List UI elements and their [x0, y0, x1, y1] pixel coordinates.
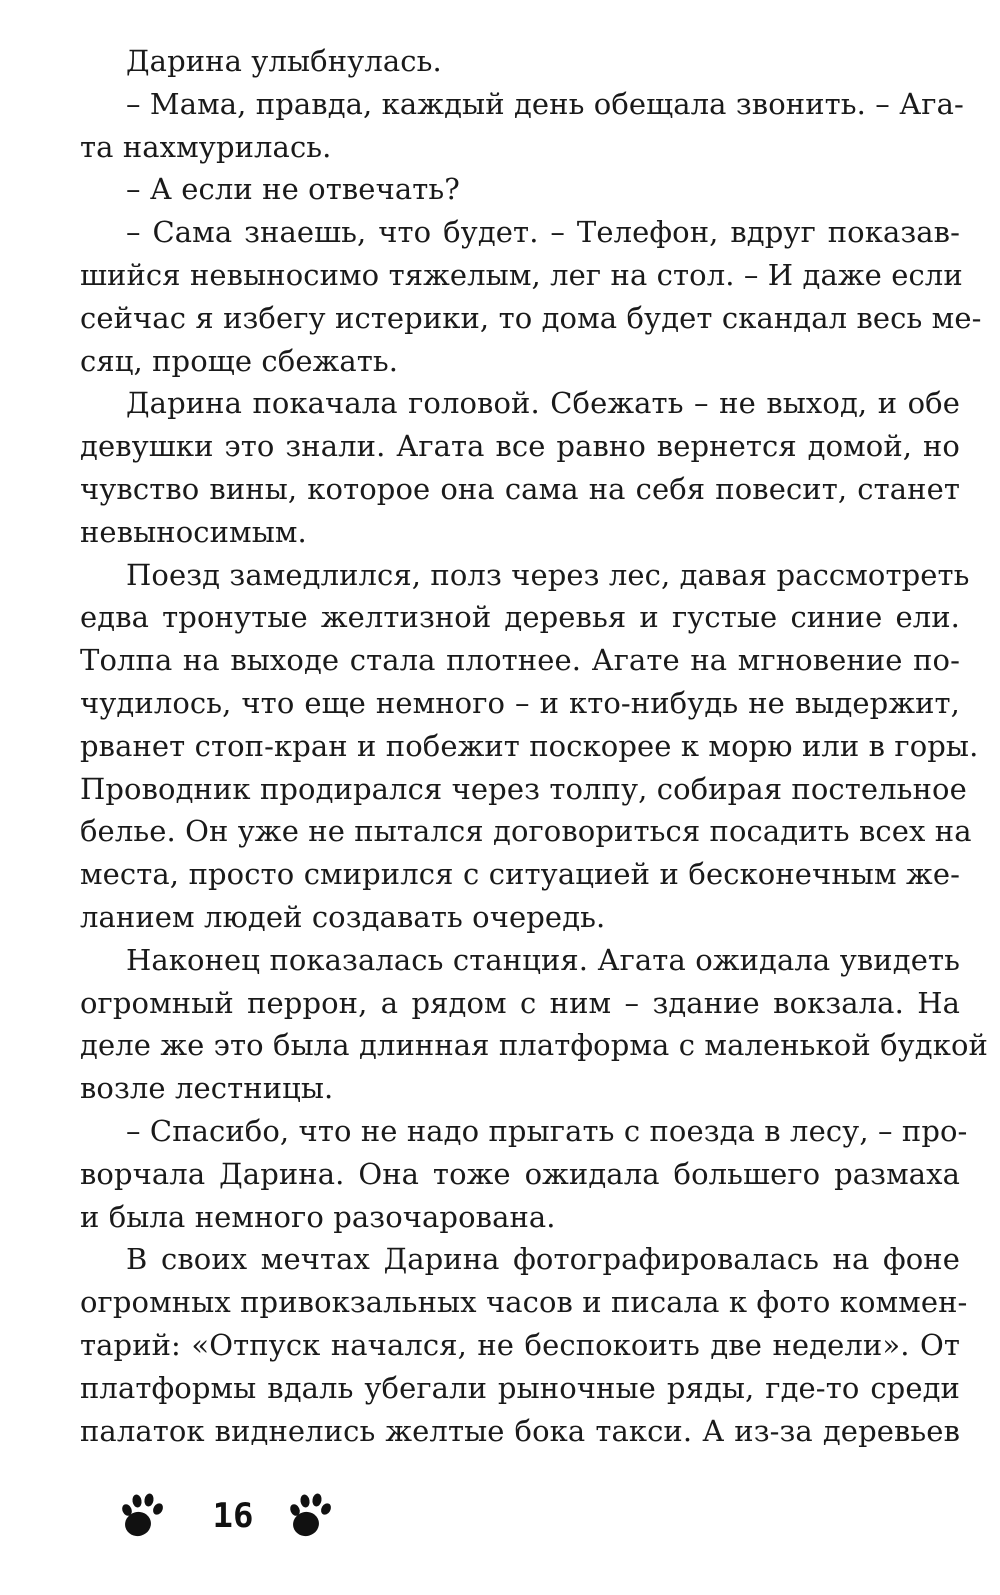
text-line: платформы вдаль убегали рыночные ряды, где-то среди — [80, 1370, 960, 1405]
text-line: В своих мечтах Дарина фотографировалась на фоне — [126, 1242, 960, 1277]
text-line: – А если не отвечать? — [126, 172, 460, 207]
text-line: сейчас я избегу истерики, то дома будет скандал весь ме- — [80, 300, 982, 335]
text-line: огромный перрон, а рядом с ним – здание вокзала. На — [80, 985, 960, 1020]
text-line: рванет стоп-кран и побежит поскорее к морю или в горы. — [80, 728, 979, 763]
text-line: – Спасибо, что не надо прыгать с поезда в лесу, – про- — [126, 1113, 968, 1148]
text-line: – Сама знаешь, что будет. – Телефон, вдруг показав- — [126, 215, 960, 250]
text-line: Наконец показалась станция. Агата ожидала увидеть — [126, 942, 960, 977]
text-line: едва тронутые желтизной деревья и густые синие ели. — [80, 600, 960, 635]
text-line: деле же это была длинная платформа с маленькой будкой — [80, 1028, 988, 1063]
text-line: чудилось, что еще немного – и кто-нибудь не выдержит, — [80, 685, 960, 720]
text-line: невыносимым. — [80, 514, 307, 549]
text-line: шийся невыносимо тяжелым, лег на стол. – И даже если — [80, 257, 963, 292]
text-line: сяц, проще сбежать. — [80, 343, 399, 378]
text-line: девушки это знали. Агата все равно вернется домой, но — [80, 429, 960, 464]
text-line: ворчала Дарина. Она тоже ожидала большего размаха — [80, 1156, 960, 1191]
text-line: Дарина улыбнулась. — [126, 44, 442, 78]
text-line: – Мама, правда, каждый день обещала звонить. – Ага- — [126, 86, 964, 121]
text-line: белье. Он уже не пытался договориться посадить всех на — [80, 814, 972, 849]
paw-print-icon — [286, 1490, 334, 1542]
text-line: Толпа на выходе стала плотнее. Агате на мгновение по- — [80, 643, 960, 678]
text-line: Проводник продирался через толпу, собирая постельное — [80, 771, 967, 806]
body-text — [80, 40, 988, 1452]
text-line: и была немного разочарована. — [80, 1199, 556, 1234]
text-line: Поезд замедлился, полз через лес, давая рассмотреть — [126, 557, 970, 592]
paw-print-icon — [118, 1490, 166, 1542]
text-line: чувство вины, которое она сама на себя повесит, станет — [80, 471, 960, 506]
text-line: огромных привокзальных часов и писала к фото коммен- — [80, 1285, 968, 1320]
text-line: возле лестницы. — [80, 1071, 334, 1106]
text-line: тарий: «Отпуск начался, не беспокоить две недели». От — [80, 1327, 960, 1362]
text-line: палаток виднелись желтые бока такси. А из-за деревьев — [80, 1413, 960, 1448]
text-line: та нахмурилась. — [80, 129, 332, 164]
text-line: ланием людей создавать очередь. — [80, 899, 606, 934]
text-line: места, просто смирился с ситуацией и бесконечным же- — [80, 857, 960, 892]
page-number: 16 — [212, 1496, 254, 1536]
text-line: Дарина покачала головой. Сбежать – не выход, и обе — [126, 386, 960, 421]
page-footer — [118, 1490, 338, 1552]
